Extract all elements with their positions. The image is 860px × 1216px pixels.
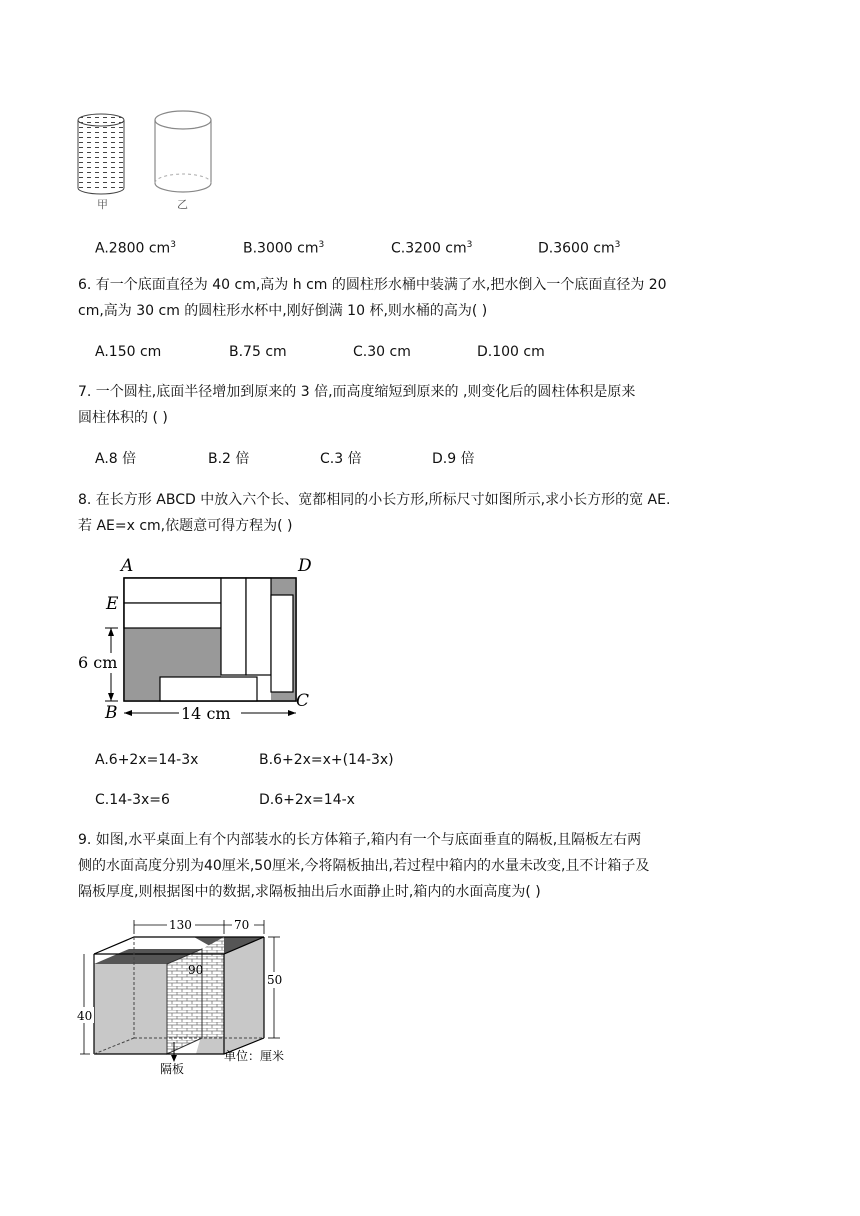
label-yi: 乙 [177,198,188,211]
label-e: E [106,594,119,614]
dim-130: 130 [169,918,192,932]
dim-70: 70 [234,918,250,932]
q8-line1: 8. 在长方形 ABCD 中放入六个长、宽都相同的小长方形,所标尺寸如图所示,求小长方形的宽 AE. [78,492,671,508]
cylinders-figure [70,105,230,215]
q6-option-d[interactable]: D.100 cm [477,344,545,360]
partition-label: 隔板 [160,1062,185,1076]
q8-option-a[interactable]: A.6+2x=14-3x [95,752,199,768]
q7-option-c[interactable]: C.3 倍 [320,451,362,467]
q5-option-d[interactable]: D.3600 $cm^3$ [538,240,621,257]
rectangle-abcd-figure [74,553,324,725]
unit-label: 单位：厘米 [224,1049,285,1063]
dim-40: 40 [77,1009,93,1023]
question-7 [78,379,788,431]
water-box-figure [74,914,324,1082]
label-c: C [296,691,310,711]
q6-line2: cm,高为 30 cm 的圆柱形水杯中,刚好倒满 10 杯,则水桶的高为( ) [78,303,488,319]
question-8 [78,487,788,539]
q9-line3: 隔板厚度,则根据图中的数据,求隔板抽出后水面静止时,箱内的水面高度为( ) [78,884,541,900]
q5-option-b[interactable]: B.3000 $cm^3$ [243,240,325,257]
question-6 [78,272,788,324]
q8-line2: 若 AE=x cm,依题意可得方程为( ) [78,518,293,534]
q6-option-b[interactable]: B.75 cm [229,344,287,360]
cylinder-jia [78,114,124,194]
q7-option-a[interactable]: A.8 倍 [95,451,137,467]
q5-option-c[interactable]: C.3200 $cm^3$ [391,240,473,257]
q7-option-b[interactable]: B.2 倍 [208,451,250,467]
q8-option-c[interactable]: C.14-3x=6 [95,792,170,808]
q8-option-d[interactable]: D.6+2x=14-x [259,792,355,808]
q9-line1: 9. 如图,水平桌面上有个内部装水的长方体箱子,箱内有一个与底面垂直的隔板,且隔板左右两 [78,832,642,848]
q6-option-a[interactable]: A.150 cm [95,344,162,360]
dim-50: 50 [267,973,283,987]
label-6cm: 6 cm [78,653,118,672]
q6-line1: 6. 有一个底面直径为 40 cm,高为 h cm 的圆柱形水桶中装满了水,把水倒入一个底面直径为 20 [78,277,667,293]
q6-option-c[interactable]: C.30 cm [353,344,411,360]
q7-line2: 圆柱体积的 ( ) [78,410,168,426]
q9-line2: 侧的水面高度分别为40厘米,50厘米,今将隔板抽出,若过程中箱内的水量未改变,且不计箱子及 [78,858,650,874]
cylinder-yi [155,111,211,192]
q7-option-d[interactable]: D.9 倍 [432,451,475,467]
q8-option-b[interactable]: B.6+2x=x+(14-3x) [259,752,394,768]
q5-option-a[interactable]: A.2800 $cm^3$ [95,240,176,257]
label-d: D [298,556,312,576]
dim-90: 90 [188,963,204,977]
question-9 [78,827,788,905]
label-14cm: 14 cm [181,704,231,723]
label-b: B [105,703,118,723]
label-a: A [121,556,134,576]
q7-line1: 7. 一个圆柱,底面半径增加到原来的 3 倍,而高度缩短到原来的 ,则变化后的圆柱体积是原来 [78,384,636,400]
label-jia: 甲 [97,198,108,211]
